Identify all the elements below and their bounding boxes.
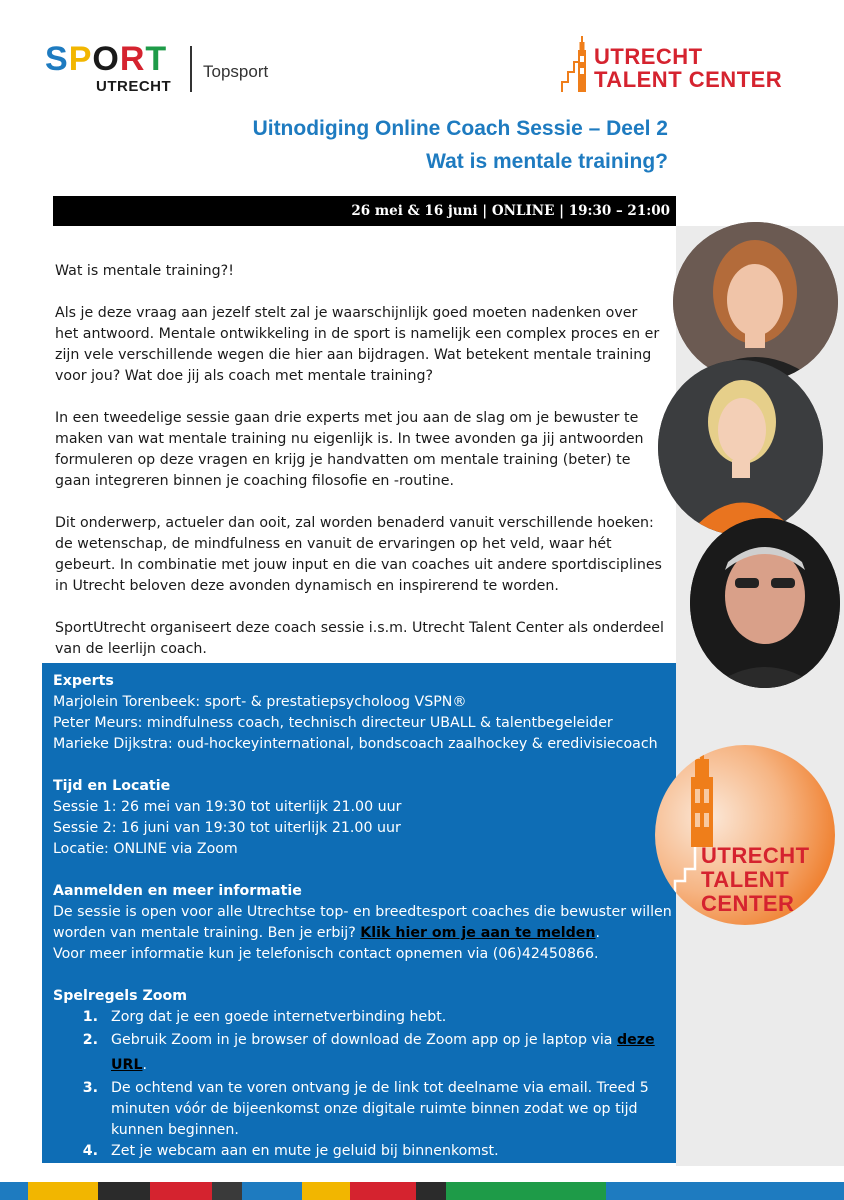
stripe-segment (98, 1182, 150, 1200)
rule-item: 4. Zet je webcam aan en mute je geluid bij binnenkomst. (103, 1141, 673, 1162)
expert-item: Marjolein Torenbeek: sport- & prestatiepsycholoog VSPN® (53, 694, 467, 710)
time-item: Sessie 1: 26 mei van 19:30 tot uiterlijk 21.00 uur (53, 799, 402, 815)
intro-paragraph-4: SportUtrecht organiseert deze coach sessie i.s.m. Utrecht Talent Center als onderdeel van de leerlijn coach. (55, 620, 664, 657)
sport-letter-s: S (45, 40, 69, 78)
bottom-color-stripe (0, 1182, 844, 1200)
contact-text: Voor meer informatie kun je telefonisch contact opnemen via (06)42450866. (53, 946, 599, 962)
stripe-segment (446, 1182, 606, 1200)
date-bar: 26 mei & 16 juni | ONLINE | 19:30 – 21:00 (53, 196, 676, 226)
stripe-segment (350, 1182, 416, 1200)
sport-letter-r: R (119, 40, 146, 78)
stripe-segment (28, 1182, 98, 1200)
rule-text: Gebruik Zoom in je browser of download de Zoom app op je laptop via (111, 1032, 618, 1048)
logo-divider (190, 46, 192, 92)
stripe-segment (0, 1182, 28, 1200)
intro-paragraph-3: Dit onderwerp, actueler dan ooit, zal worden benaderd vanuit verschillende hoeken: de wetenschap, de mindfulness en vanuit de ervaringen op het veld, waar hét gebeurt. In combinatie met jouw input en die van coaches uit andere sportdisciplines in Utrecht beloven deze avonden dynamisch en inspirerend te worden. (55, 515, 662, 594)
intro-paragraph-1: Als je deze vraag aan jezelf stelt zal je waarschijnlijk goed moeten nadenken over het antwoord. Mentale ontwikkeling in de sport is namelijk een complex proces en er zijn vele verschillende wegen die hier aan bijdragen. Wat betekent mentale training voor jou? Wat doe jij als coach met mentale training? (55, 305, 660, 384)
utc-round-logo (655, 745, 835, 925)
topsport-label: Topsport (203, 62, 269, 81)
sport-letter-p: P (68, 40, 93, 78)
stripe-segment (150, 1182, 212, 1200)
signup-paragraph (53, 902, 673, 944)
expert-photo-2 (658, 360, 823, 535)
page-title: Uitnodiging Online Coach Sessie – Deel 2 (252, 117, 668, 140)
rule-text-end: . (142, 1057, 148, 1073)
portrait-man-3 (690, 518, 840, 688)
portrait-woman-2 (658, 360, 823, 535)
zoom-url-link[interactable]: deze URL (111, 1032, 655, 1073)
stripe-segment (242, 1182, 302, 1200)
rule-item: 3. De ochtend van te voren ontvang je de link tot deelname via email. Treed 5 minuten vóór de bijeenkomst onze digitale ruimte binnen zodat we op tijd kunnen beginnen. (103, 1078, 673, 1141)
signup-text-end: . (595, 925, 601, 941)
page-subtitle: Wat is mentale training? (426, 150, 668, 173)
signup-link[interactable]: Klik hier om je aan te melden (360, 925, 596, 941)
expert-item: Peter Meurs: mindfulness coach, technisch directeur UBALL & talentbegeleider (53, 715, 613, 731)
intro-paragraph-2: In een tweedelige sessie gaan drie experts met jou aan de slag om je bewuster te maken van wat mentale training nu eigenlijk is. In twee avonden ga jij antwoorden formuleren op deze vragen en krijg je handvatten om mentale training (beter) te gaan integreren binnen je coaching filosofie en -routine. (55, 410, 644, 489)
portrait-woman-1 (673, 222, 838, 382)
utrecht-talent-center-logo (560, 34, 790, 96)
sport-letter-t: T (145, 40, 168, 78)
location-item: Locatie: ONLINE via Zoom (53, 841, 238, 857)
round-logo-line3: CENTER (701, 891, 795, 916)
time-heading: Tijd en Locatie (53, 778, 171, 794)
utc-logo-line1: UTRECHT (594, 44, 703, 69)
sport-logo-word (45, 42, 167, 76)
experts-heading: Experts (53, 673, 114, 689)
utc-logo-line2: TALENT CENTER (594, 67, 783, 92)
rules-list (53, 1007, 673, 1162)
rule-item (103, 1028, 673, 1078)
rules-heading: Spelregels Zoom (53, 988, 188, 1004)
sport-utrecht-logo (45, 42, 285, 98)
stripe-segment (416, 1182, 446, 1200)
expert-photo-1 (673, 222, 838, 382)
intro-text (55, 261, 665, 681)
stripe-segment (212, 1182, 242, 1200)
info-content (53, 671, 673, 1162)
stripe-segment (606, 1182, 844, 1200)
round-logo-line1: UTRECHT (701, 843, 810, 868)
expert-item: Marieke Dijkstra: oud-hockeyinternational, bondscoach zaalhockey & eredivisiecoach (53, 736, 658, 752)
intro-question: Wat is mentale training?! (55, 263, 234, 279)
rule-item: 1. Zorg dat je een goede internetverbinding hebt. (103, 1007, 673, 1028)
sport-logo-sub: UTRECHT (96, 78, 172, 95)
signup-text: De sessie is open voor alle Utrechtse top- en breedtesport coaches die bewuster willen worden van mentale training. Ben je erbij? (53, 904, 672, 941)
expert-photo-3 (690, 518, 840, 688)
signup-heading: Aanmelden en meer informatie (53, 883, 302, 899)
stripe-segment (302, 1182, 350, 1200)
info-box (42, 663, 676, 1163)
time-item: Sessie 2: 16 juni van 19:30 tot uiterlijk 21.00 uur (53, 820, 401, 836)
sport-letter-o: O (92, 40, 120, 78)
round-logo-line2: TALENT (701, 867, 790, 892)
dom-tower-icon (560, 34, 596, 94)
